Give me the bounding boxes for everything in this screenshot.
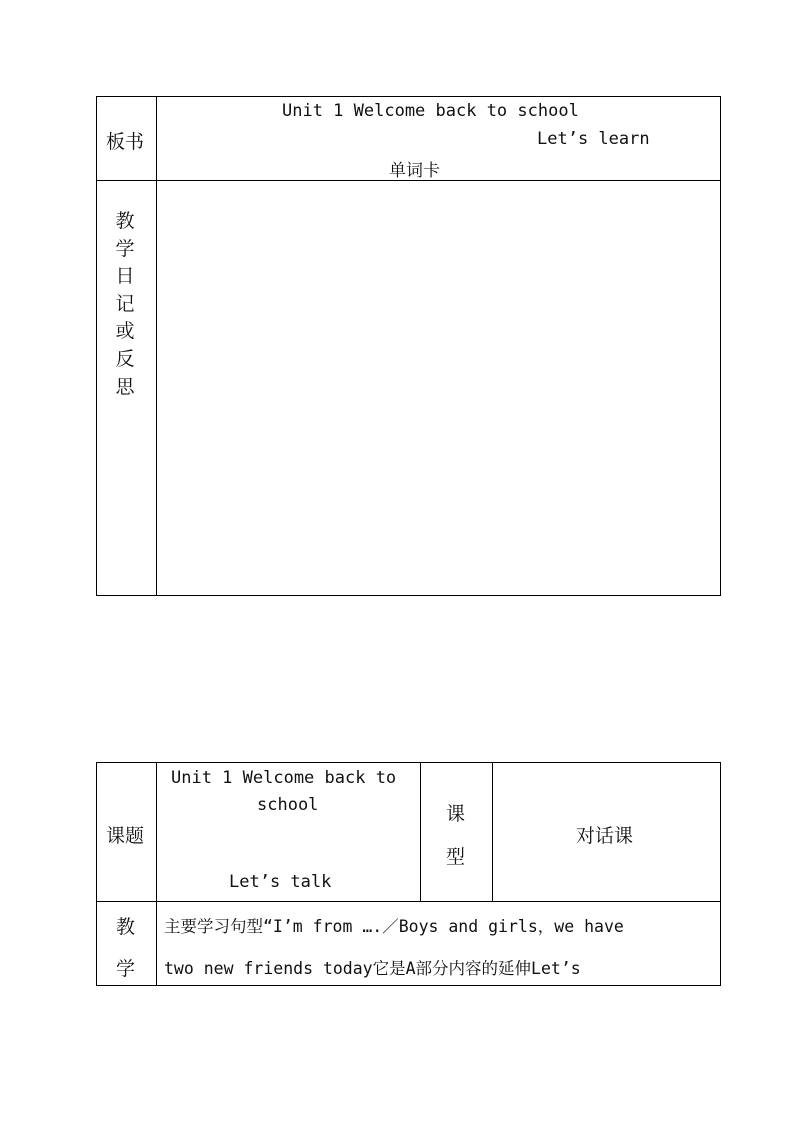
reflection-char: 思: [115, 375, 135, 398]
teach-label-char-1: 教: [116, 916, 136, 938]
reflection-char: 学: [115, 237, 135, 260]
lesson-title: Unit 1 Welcome back to school: [282, 101, 579, 121]
word-card-label: 单词卡: [389, 161, 440, 181]
board-label: 板书: [106, 131, 145, 153]
table2-divider-1: [156, 762, 157, 986]
lesson-subtitle: Let’s learn: [537, 129, 650, 149]
topic-line-1: Unit 1 Welcome back to: [171, 768, 397, 788]
type-label-char-1: 课: [446, 803, 466, 825]
teach-label-char-2: 学: [116, 958, 136, 980]
type-label-char-2: 型: [446, 846, 466, 868]
topic-line-3: Let’s talk: [229, 872, 332, 892]
table2-divider-3: [492, 762, 493, 902]
lesson-info-table: [96, 762, 721, 986]
reflection-char: 反: [115, 347, 135, 370]
reflection-char: 教: [115, 210, 135, 232]
teaching-content-line-2: two new friends today它是A部分内容的延伸Let’s: [164, 959, 581, 978]
reflection-label: [112, 208, 138, 401]
lesson-type-value: 对话课: [576, 825, 634, 847]
reflection-char: 或: [115, 320, 135, 343]
teaching-content-line-1: 主要学习句型“I’m from ….／Boys and girls，we have: [164, 917, 624, 936]
topic-label: 课题: [106, 825, 145, 847]
reflection-char: 日: [115, 265, 135, 288]
table2-divider-2: [420, 762, 421, 902]
topic-line-2: school: [257, 795, 319, 815]
table2-row-divider: [96, 901, 721, 902]
reflection-content-cell[interactable]: [157, 181, 720, 595]
reflection-char: 记: [115, 292, 135, 315]
